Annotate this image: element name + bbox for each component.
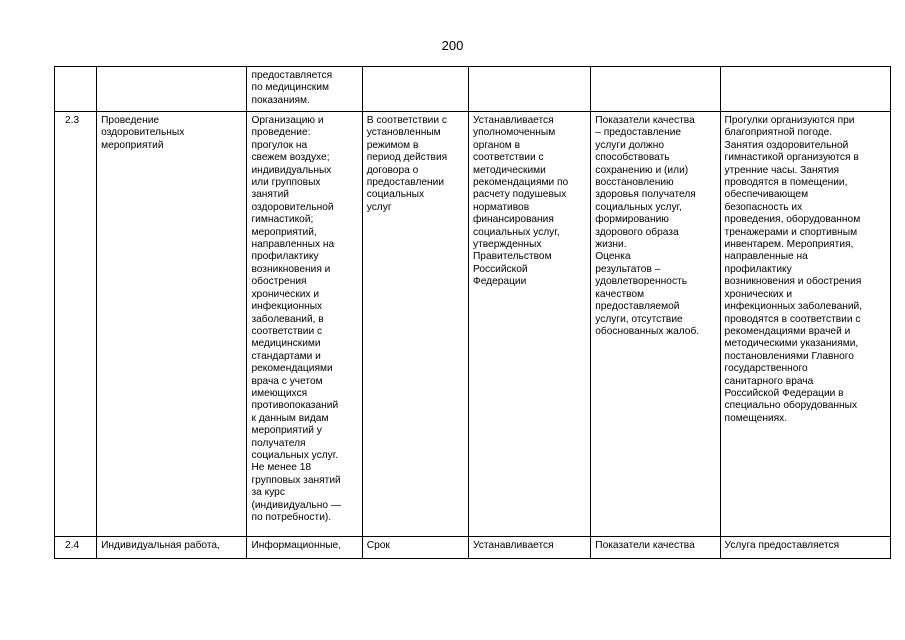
row-number: 2.4: [65, 540, 80, 551]
service-content-cell: [247, 537, 362, 559]
service-conditions: Прогулки организуются при благоприятной погоде. Занятия оздоровительной гимнастикой организуются в утренние часы. Занятия проводятся в помещении, обеспечивающем безопасность их проведения, оборудованном тренажерами и спортивным инвентарем. Мероприятия, направленные на профилактику возникновения и обострения хронических и инфекционных заболеваний, проводятся в соответствии с рекомендациями врачей и методическими указаниями, постановлениями Главного государственного санитарного врача Российской Федерации в специально оборудованных помещениях.: [724, 115, 863, 424]
service-term: В соответствии с установленным режимом в период действия договора о предоставлении социальных услуг: [366, 115, 448, 213]
row-number-cell: [55, 112, 97, 537]
service-content: Информационные,: [251, 540, 342, 551]
service-name-cell: [97, 112, 247, 537]
row-number-cell: [55, 67, 97, 112]
service-norm-cell: [468, 67, 590, 112]
service-conditions-cell: [720, 112, 890, 537]
table-row: [55, 537, 891, 559]
service-content: Организацию и проведение: прогулок на свежем воздухе; индивидуальных или групповых занятий оздоровительной гимнастикой; мероприятий, направленных на профилактику возникновения и обострения хронических и инфекционных заболеваний, в соответствии с медицинскими стандартами и рекомендациями врача с учетом имеющихся противопоказаний к данным видам мероприятий у получателя социальных услуг. Не менее 18 групповых занятий за курс (индивидуально — по потребности).: [251, 115, 342, 523]
service-term-cell: [362, 112, 468, 537]
service-content-cell: [247, 67, 362, 112]
service-conditions-cell: [720, 537, 890, 559]
services-table: [54, 66, 891, 559]
service-conditions: Услуга предоставляется: [724, 540, 840, 551]
service-norm: Устанавливается: [472, 540, 554, 551]
service-term-cell: [362, 537, 468, 559]
service-name-cell: [97, 537, 247, 559]
service-name-cell: [97, 67, 247, 112]
page-number: 200: [441, 38, 464, 53]
service-name: Индивидуальная работа,: [101, 540, 220, 551]
row-number-cell: [55, 537, 97, 559]
service-quality: Показатели качества – предоставление услуги должно способствовать сохранению и (или) восстановлению здоровья получателя социальных услуг, формированию здорового образа жизни. Оценка результатов – удовлетворенность качеством предоставляемой услуги, отсутствие обоснованных жалоб.: [595, 115, 700, 337]
service-quality: Показатели качества: [595, 540, 695, 551]
table-row: [55, 112, 891, 537]
service-norm-cell: [468, 537, 590, 559]
service-content-cell: [247, 112, 362, 537]
service-norm: Устанавливается уполномоченным органом в соответствии с методическими рекомендациями по расчету подушевых нормативов финансирования социальных услуг, утвержденных Правительством Российской Федерации: [472, 115, 569, 288]
service-quality-cell: [591, 67, 720, 112]
service-name: Проведение оздоровительных мероприятий: [101, 115, 185, 151]
service-conditions-cell: [720, 67, 890, 112]
table-row: [55, 67, 891, 112]
service-quality-cell: [591, 537, 720, 559]
service-quality-cell: [591, 112, 720, 537]
row-number: 2.3: [65, 115, 80, 126]
service-term: Срок: [366, 540, 390, 551]
service-content: предоставляется по медицинским показаниям.: [251, 70, 333, 106]
service-norm-cell: [468, 112, 590, 537]
service-term-cell: [362, 67, 468, 112]
